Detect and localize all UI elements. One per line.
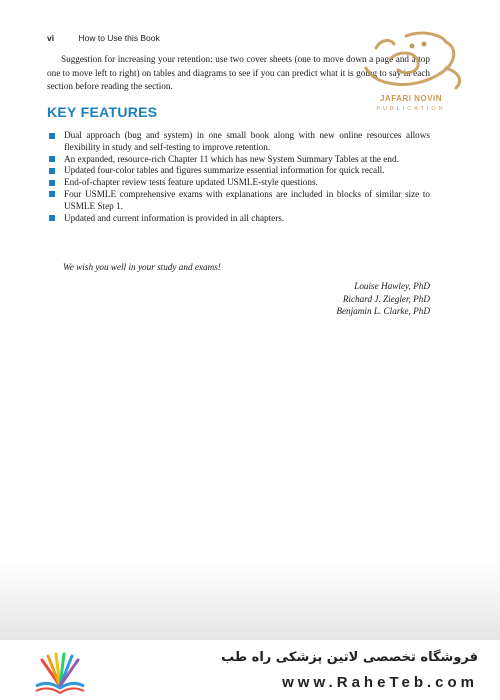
page-shadow (0, 560, 500, 640)
list-item (47, 189, 430, 213)
square-bullet-icon (49, 180, 55, 186)
list-item (47, 154, 430, 166)
feature-text: An expanded, resource-rich Chapter 11 which has new System Summary Tables at the end. (64, 153, 399, 164)
page-number: vi (47, 33, 55, 43)
running-head-title: How to Use this Book (78, 33, 160, 43)
author-name: Louise Hawley, PhD (354, 281, 430, 291)
watermark-sub: PUBLICATION (376, 106, 446, 112)
list-item (47, 165, 430, 177)
square-bullet-icon (49, 156, 55, 162)
square-bullet-icon (49, 191, 55, 197)
author-signatures (336, 280, 430, 318)
feature-text: Updated four-color tables and figures summarize essential information for quick recall. (64, 165, 385, 176)
footer-site-link[interactable]: www.RaheTeb.com (282, 674, 478, 691)
square-bullet-icon (49, 133, 55, 139)
author-name: Benjamin L. Clarke, PhD (336, 306, 430, 317)
open-book-logo-icon (30, 646, 90, 694)
list-item (47, 213, 430, 225)
list-item (47, 130, 430, 154)
feature-text: Dual approach (bug and system) in one small book along with new online resources allows flexibility in study and self-testing to improve retention. (64, 130, 430, 152)
intro-paragraph: Suggestion for increasing your retention: use two cover sheets (one to move down a page and a top one to move left to right) on tables and diagrams to see if you can predict what it is going to say in each section before reading the section. (47, 54, 430, 91)
author-name: Richard J. Ziegler, PhD (342, 293, 430, 304)
list-item (47, 177, 430, 189)
feature-text: End-of-chapter review tests feature updated USMLE-style questions. (64, 177, 318, 188)
square-bullet-icon (49, 215, 55, 221)
footer-persian-text: فروشگاه تخصصی لاتین پزشکی راه طب (221, 650, 478, 665)
feature-text: Updated and current information is provided in all chapters. (64, 212, 285, 223)
calligraphy-logo-icon (346, 28, 476, 94)
square-bullet-icon (49, 168, 55, 174)
watermark-brand: JAFARI NOVIN (379, 94, 442, 103)
publisher-watermark (346, 28, 476, 120)
running-head (47, 33, 160, 43)
closing-line: We wish you well in your study and exams! (63, 262, 221, 272)
feature-text: Four USMLE comprehensive exams with explanations are included in blocks of similar size to USMLE Step 1. (64, 188, 430, 211)
section-title: KEY FEATURES (47, 104, 158, 120)
footer-banner (0, 640, 500, 700)
feature-list (47, 130, 430, 224)
